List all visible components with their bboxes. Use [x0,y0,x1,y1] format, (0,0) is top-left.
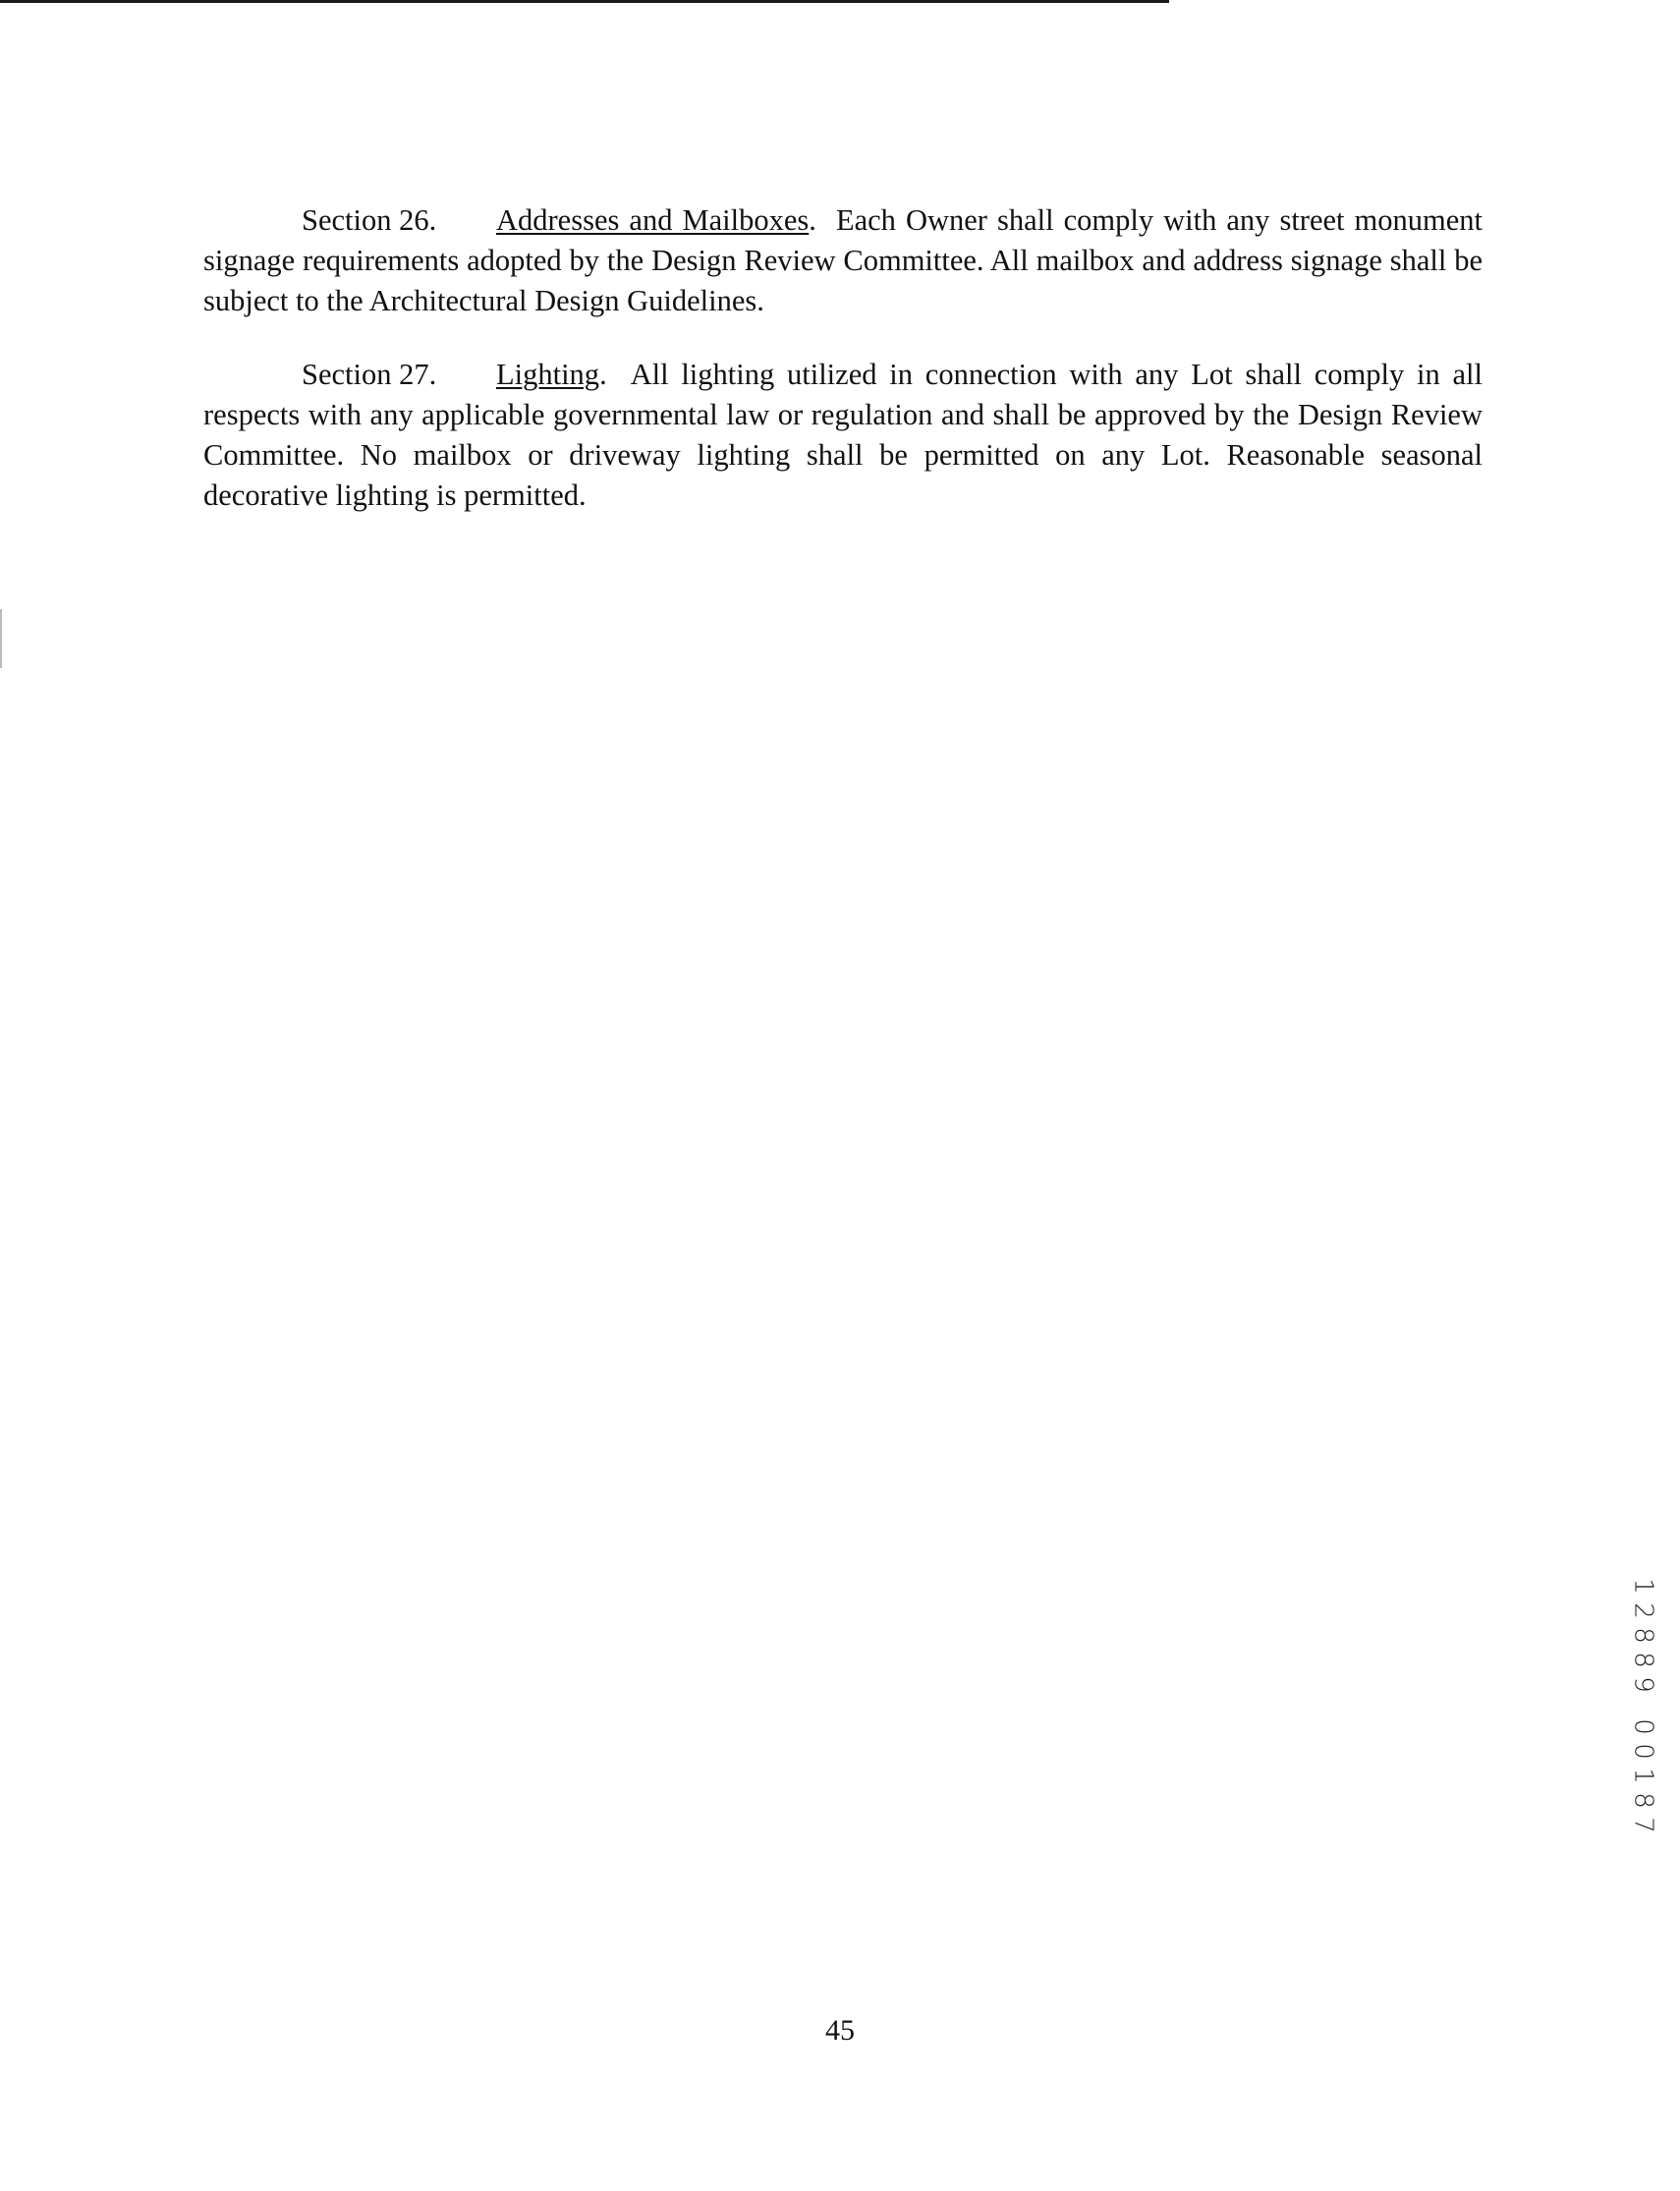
section-heading: Lighting [496,358,600,391]
section-heading: Addresses and Mailboxes [496,203,810,237]
section-26-paragraph [203,200,1483,321]
stamp-digit: 7 [1628,1817,1658,1833]
section-body: Each Owner shall comply with any street monument signage requirements adopted by the Design Review Committee. All mailbox and address signage shall be subject to the Architectural Design Guidelines. [203,203,1484,317]
heading-punctuation: . [599,358,607,391]
stamp-digit: 8 [1628,1627,1658,1644]
stamp-group-1 [1625,1574,1660,1697]
stamp-digit: 0 [1628,1718,1658,1735]
page-number: 45 [825,2014,855,2047]
stamp-digit: 1 [1628,1768,1658,1784]
stamp-digit: 8 [1628,1652,1658,1668]
heading-punctuation: . [809,203,816,237]
section-number: Section 27. [302,358,437,391]
scan-top-border [0,0,1169,3]
stamp-digit: 9 [1628,1676,1658,1693]
recording-stamp [1625,1574,1660,1837]
document-body [203,200,1483,549]
stamp-digit: 0 [1628,1743,1658,1760]
stamp-digit: 1 [1628,1578,1658,1595]
stamp-group-2 [1625,1714,1660,1837]
stamp-digit: 2 [1628,1602,1658,1619]
scan-left-edge-mark [0,609,2,668]
section-number: Section 26. [302,203,437,237]
stamp-digit: 8 [1628,1792,1658,1809]
section-27-paragraph [203,355,1483,516]
section-body: All lighting utilized in connection with any Lot shall comply in all respects with any applicable governmental law or regulation and shall be approved by the Design Review Committee. No mailbox or driveway lighting shall be permitted on any Lot. Reasonable seasonal decorative lighting is permitted. [203,358,1483,512]
